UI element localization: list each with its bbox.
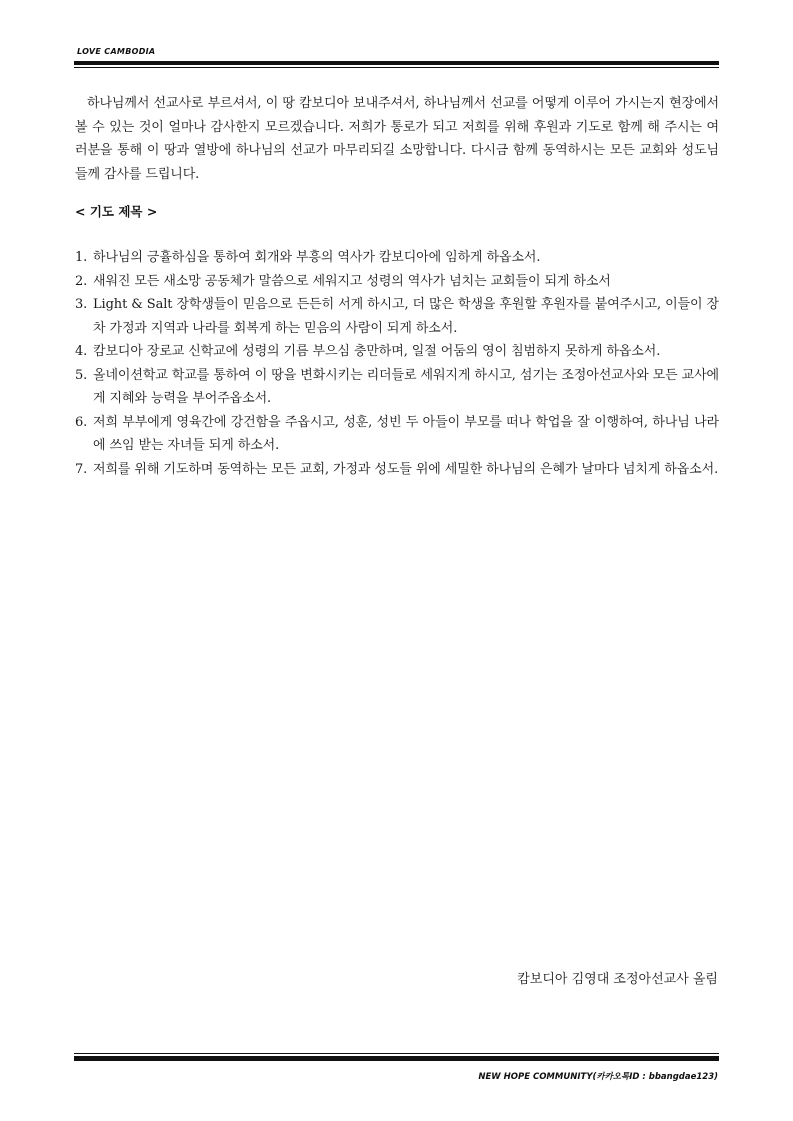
prayer-list [75, 246, 719, 481]
footer-text: NEW HOPE COMMUNITY(카카오톡ID : bbangdae123) [478, 1072, 718, 1082]
prayer-item-text: 하나님의 긍휼하심을 통하여 회개와 부흥의 역사가 캄보디아에 임하게 하옵소서. [93, 250, 541, 265]
prayer-item-number: 7. [75, 461, 88, 477]
prayer-item-text: 새워진 모든 새소망 공동체가 말씀으로 세워지고 성령의 역사가 넘치는 교회들이 되게 하소서 [93, 273, 611, 289]
prayer-item [75, 411, 719, 458]
prayer-item-text: 캄보디아 장로교 신학교에 성령의 기름 부으심 충만하며, 일절 어둠의 영이 침범하지 못하게 하옵소서. [93, 344, 661, 359]
footer-rule-thin [74, 1053, 719, 1054]
prayer-item-text: Light & Salt 장학생들이 믿음으로 든든히 서게 하시고, 더 많은 학생을 후원할 후원자를 붙여주시고, 이들이 장차 가정과 지역과 나라를 회복게 하는 믿음의 사람이 되게 하소서. [93, 297, 719, 336]
prayer-item [75, 340, 719, 364]
signature: 캄보디아 김영대 조정아선교사 올림 [517, 972, 718, 987]
footer-rule-thick [74, 1056, 719, 1061]
header-rule-thin [74, 67, 719, 68]
prayer-item [75, 364, 719, 411]
prayer-item-number: 2. [75, 273, 88, 289]
prayer-item-number: 6. [75, 414, 88, 430]
prayer-item [75, 293, 719, 340]
intro-text: 하나님께서 선교사로 부르셔서, 이 땅 캄보디아 보내주셔서, 하나님께서 선교를 어떻게 이루어 가시는지 현장에서 볼 수 있는 것이 얼마나 감사한지 모르겠습니다. 저희가 통로가 되고 저희를 위해 후원과 기도로 함께 해 주시는 여러분을 통해 이 땅과 열방에 하나님의 선교가 마무리되길 소망합니다. 다시금 함께 동역하시는 모든 교회와 성도님들께 감사를 드립니다. [75, 96, 719, 182]
prayer-item-number: 5. [75, 367, 88, 383]
prayer-item-number: 1. [75, 250, 88, 265]
header-rule-thick [74, 61, 719, 65]
prayer-item-number: 3. [75, 297, 88, 312]
prayer-heading: < 기도 제목 > [75, 204, 158, 219]
header-title: LOVE CAMBODIA [77, 47, 156, 56]
prayer-item-number: 4. [75, 344, 88, 359]
intro-paragraph [75, 92, 719, 186]
prayer-item [75, 270, 719, 294]
prayer-item-text: 저희를 위해 기도하며 동역하는 모든 교회, 가정과 성도들 위에 세밀한 하나님의 은혜가 날마다 넘치게 하옵소서. [93, 461, 719, 477]
prayer-item [75, 246, 719, 270]
prayer-item-text: 올네이션학교 학교를 통하여 이 땅을 변화시키는 리더들로 세워지게 하시고, 섬기는 조정아선교사와 모든 교사에게 지혜와 능력을 부어주옵소서. [93, 367, 719, 406]
prayer-item-text: 저희 부부에게 영육간에 강건함을 주옵시고, 성훈, 성빈 두 아들이 부모를 떠나 학업을 잘 이행하여, 하나님 나라에 쓰임 받는 자녀들 되게 하소서. [93, 414, 719, 453]
prayer-item [75, 458, 719, 482]
